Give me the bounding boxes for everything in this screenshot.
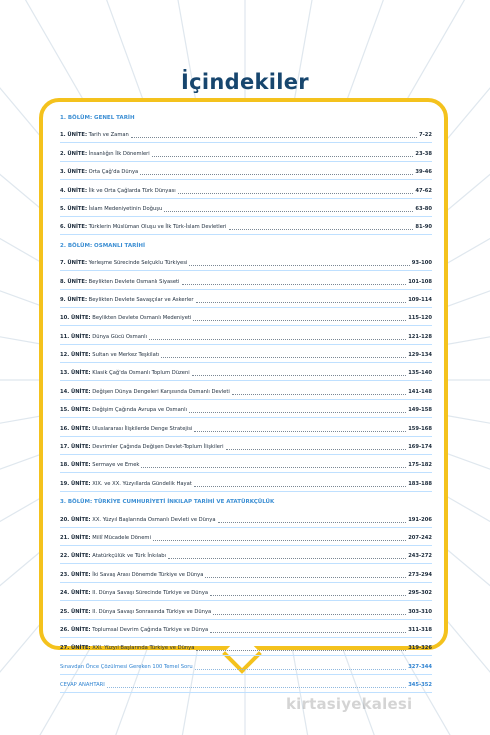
dot-leader — [226, 449, 407, 450]
toc-entry[interactable] — [60, 294, 432, 308]
section-heading: 1. BÖLÜM: GENEL TARİH — [60, 115, 135, 121]
unit-title: Değişen Dünya Dengeleri Karşısında Osmanlı Devleti — [90, 388, 230, 395]
unit-number: 5. ÜNİTE: — [60, 205, 88, 212]
unit-number: 10. ÜNİTE: — [60, 315, 91, 322]
dot-leader — [213, 614, 406, 615]
dot-leader — [192, 375, 406, 376]
dot-leader — [196, 650, 406, 651]
page-range: 93-100 — [411, 260, 432, 267]
toc-entry[interactable] — [60, 441, 432, 455]
unit-title: Atatürkçülük ve Türk İnkılabı — [90, 553, 166, 560]
page-range: 101-108 — [408, 278, 432, 285]
watermark-text: kirtasiyekalesi — [286, 695, 413, 713]
extra-title: CEVAP ANAHTARI — [60, 682, 105, 689]
toc-entry[interactable] — [60, 129, 432, 143]
table-of-contents — [60, 112, 432, 698]
unit-title: XXI. Yüzyıl Başlarında Türkiye ve Dünya — [90, 645, 195, 652]
page-range: 63-80 — [415, 205, 432, 212]
unit-number: 17. ÜNİTE: — [60, 444, 91, 451]
toc-entry-extra[interactable] — [60, 679, 432, 693]
unit-title: Dünya Gücü Osmanlı — [90, 333, 148, 340]
toc-entry[interactable] — [60, 587, 432, 601]
unit-title: Orta Çağ'da Dünya — [87, 169, 139, 176]
dot-leader — [210, 595, 406, 596]
toc-entry[interactable] — [60, 478, 432, 492]
unit-title: Beylikten Devlete Osmanlı Medeniyeti — [90, 315, 192, 322]
dot-leader — [232, 394, 406, 395]
page-range: 109-114 — [408, 296, 432, 303]
unit-title: XX. Yüzyıl Başlarında Osmanlı Devleti ve Dünya — [90, 516, 216, 523]
unit-number: 11. ÜNİTE: — [60, 333, 91, 340]
dot-leader — [194, 431, 406, 432]
toc-entry[interactable] — [60, 624, 432, 638]
unit-number: 27. ÜNİTE: — [60, 645, 91, 652]
section-heading: 3. BÖLÜM: TÜRKİYE CUMHURİYETİ İNKILAP TARİHİ VE ATATÜRKÇÜLÜK — [60, 499, 275, 506]
unit-title: Beylikten Devlete Osmanlı Siyaseti — [87, 278, 180, 285]
toc-entry[interactable] — [60, 606, 432, 620]
dot-leader — [168, 558, 406, 559]
dot-leader — [153, 540, 406, 541]
page-range: 327-344 — [408, 663, 432, 670]
page-range: 183-188 — [408, 480, 432, 487]
toc-entry[interactable] — [60, 349, 432, 363]
unit-title: Uluslararası İlişkilerde Denge Stratejisi — [90, 425, 193, 432]
unit-title: Toplumsal Devrim Çağında Türkiye ve Dünya — [90, 626, 209, 633]
page-range: 121-128 — [408, 333, 432, 340]
unit-number: 24. ÜNİTE: — [60, 590, 91, 597]
dot-leader — [140, 174, 413, 175]
unit-number: 22. ÜNİTE: — [60, 553, 91, 560]
unit-number: 15. ÜNİTE: — [60, 407, 91, 414]
page-range: 135-140 — [408, 370, 432, 377]
unit-title: İslam Medeniyetinin Doğuşu — [87, 205, 163, 212]
toc-entry[interactable] — [60, 642, 432, 656]
page-range: 191-206 — [408, 516, 432, 523]
unit-title: Millî Mücadele Dönemi — [90, 534, 151, 541]
section-heading: 2. BÖLÜM: OSMANLI TARİHİ — [60, 242, 146, 249]
unit-number: 20. ÜNİTE: — [60, 516, 91, 523]
unit-title: Sermaye ve Emek — [90, 462, 140, 469]
toc-entry[interactable] — [60, 166, 432, 180]
unit-number: 18. ÜNİTE: — [60, 462, 91, 469]
toc-entry[interactable] — [60, 331, 432, 345]
unit-title: İlk ve Orta Çağlarda Türk Dünyası — [87, 187, 176, 194]
toc-entry[interactable] — [60, 312, 432, 326]
unit-title: Değişim Çağında Avrupa ve Osmanlı — [90, 407, 187, 414]
page-range: 311-318 — [408, 626, 432, 633]
unit-number: 25. ÜNİTE: — [60, 608, 91, 615]
unit-title: Sultan ve Merkez Teşkilatı — [90, 352, 160, 359]
dot-leader — [229, 229, 414, 230]
toc-entry-extra[interactable] — [60, 661, 432, 675]
unit-number: 9. ÜNİTE: — [60, 296, 88, 303]
unit-title: II. Dünya Savaşı Sürecinde Türkiye ve Dünya — [90, 590, 209, 597]
unit-number: 8. ÜNİTE: — [60, 278, 88, 285]
dot-leader — [178, 193, 414, 194]
unit-number: 21. ÜNİTE: — [60, 534, 91, 541]
dot-leader — [218, 522, 407, 523]
toc-entry[interactable] — [60, 386, 432, 400]
page-title: İçindekiler — [181, 70, 309, 94]
unit-number: 7. ÜNİTE: — [60, 260, 88, 267]
toc-entry[interactable] — [60, 367, 432, 381]
page-range: 39-46 — [415, 169, 432, 176]
toc-entry[interactable] — [60, 257, 432, 271]
unit-number: 1. ÜNİTE: — [60, 132, 88, 139]
toc-entry[interactable] — [60, 203, 432, 217]
dot-leader — [193, 320, 406, 321]
page-range: 207-242 — [408, 534, 432, 541]
extra-title: Sınavdan Önce Çözülmesi Gereken 100 Temel Soru — [60, 663, 193, 670]
toc-entry[interactable] — [60, 569, 432, 583]
unit-number: 4. ÜNİTE: — [60, 187, 88, 194]
unit-title: XIX. ve XX. Yüzyıllarda Gündelik Hayat — [90, 480, 192, 487]
ray-line — [442, 415, 490, 471]
page-range: 319-326 — [408, 645, 432, 652]
page-range: 243-272 — [408, 553, 432, 560]
unit-number: 12. ÜNİTE: — [60, 352, 91, 359]
dot-leader — [189, 412, 406, 413]
page-range: 159-168 — [408, 425, 432, 432]
page-range: 149-158 — [408, 407, 432, 414]
unit-title: Klasik Çağ'da Osmanlı Toplum Düzeni — [90, 370, 190, 377]
unit-title: İki Savaş Arası Dönemde Türkiye ve Dünya — [90, 571, 204, 578]
unit-title: Tarih ve Zaman — [87, 132, 129, 139]
dot-leader — [161, 357, 406, 358]
unit-title: II. Dünya Savaşı Sonrasında Türkiye ve Dünya — [90, 608, 212, 615]
toc-entry[interactable] — [60, 423, 432, 437]
unit-title: İnsanlığın İlk Dönemleri — [87, 150, 150, 157]
page-range: 273-294 — [408, 571, 432, 578]
dot-leader — [152, 156, 414, 157]
dot-leader — [141, 467, 406, 468]
dot-leader — [196, 302, 407, 303]
page-range: 129-134 — [408, 352, 432, 359]
toc-entry[interactable] — [60, 404, 432, 418]
ray-line — [442, 290, 490, 346]
page-range: 169-174 — [408, 444, 432, 451]
dot-leader — [182, 284, 407, 285]
dot-leader — [194, 486, 406, 487]
unit-number: 14. ÜNİTE: — [60, 388, 91, 395]
unit-number: 16. ÜNİTE: — [60, 425, 91, 432]
page-range: 81-90 — [415, 224, 432, 231]
unit-number: 6. ÜNİTE: — [60, 224, 88, 231]
toc-entry[interactable] — [60, 276, 432, 290]
toc-entry[interactable] — [60, 532, 432, 546]
unit-number: 26. ÜNİTE: — [60, 626, 91, 633]
unit-number: 3. ÜNİTE: — [60, 169, 88, 176]
unit-title: Türklerin Müslüman Oluşu ve İlk Türk-İslam Devletleri — [87, 224, 227, 231]
page-range: 175-182 — [408, 462, 432, 469]
unit-title: Devrimler Çağında Değişen Devlet-Toplum İlişkileri — [90, 444, 224, 451]
dot-leader — [131, 137, 417, 138]
dot-leader — [107, 687, 406, 688]
toc-entry[interactable] — [60, 185, 432, 199]
unit-title: Yerleşme Sürecinde Selçuklu Türkiyesi — [87, 260, 188, 267]
unit-title: Beylikten Devlete Savaşçılar ve Askerler — [87, 296, 194, 303]
dot-leader — [149, 339, 406, 340]
page-range: 303-310 — [408, 608, 432, 615]
toc-entry[interactable] — [60, 514, 432, 528]
dot-leader — [205, 577, 406, 578]
page-range: 23-38 — [415, 150, 432, 157]
page-range: 141-148 — [408, 388, 432, 395]
toc-entry[interactable] — [60, 221, 432, 235]
unit-number: 2. ÜNİTE: — [60, 150, 88, 157]
page-range: 115-120 — [408, 315, 432, 322]
page-range: 7-22 — [419, 132, 432, 139]
dot-leader — [164, 211, 413, 212]
toc-entry[interactable] — [60, 459, 432, 473]
unit-number: 13. ÜNİTE: — [60, 370, 91, 377]
unit-number: 19. ÜNİTE: — [60, 480, 91, 487]
unit-number: 23. ÜNİTE: — [60, 571, 91, 578]
toc-entry[interactable] — [60, 148, 432, 162]
page-range: 47-62 — [415, 187, 432, 194]
page-range: 295-302 — [408, 590, 432, 597]
toc-entry[interactable] — [60, 550, 432, 564]
dot-leader — [210, 632, 406, 633]
page-range: 345-352 — [408, 682, 432, 689]
dot-leader — [195, 669, 407, 670]
dot-leader — [189, 265, 409, 266]
